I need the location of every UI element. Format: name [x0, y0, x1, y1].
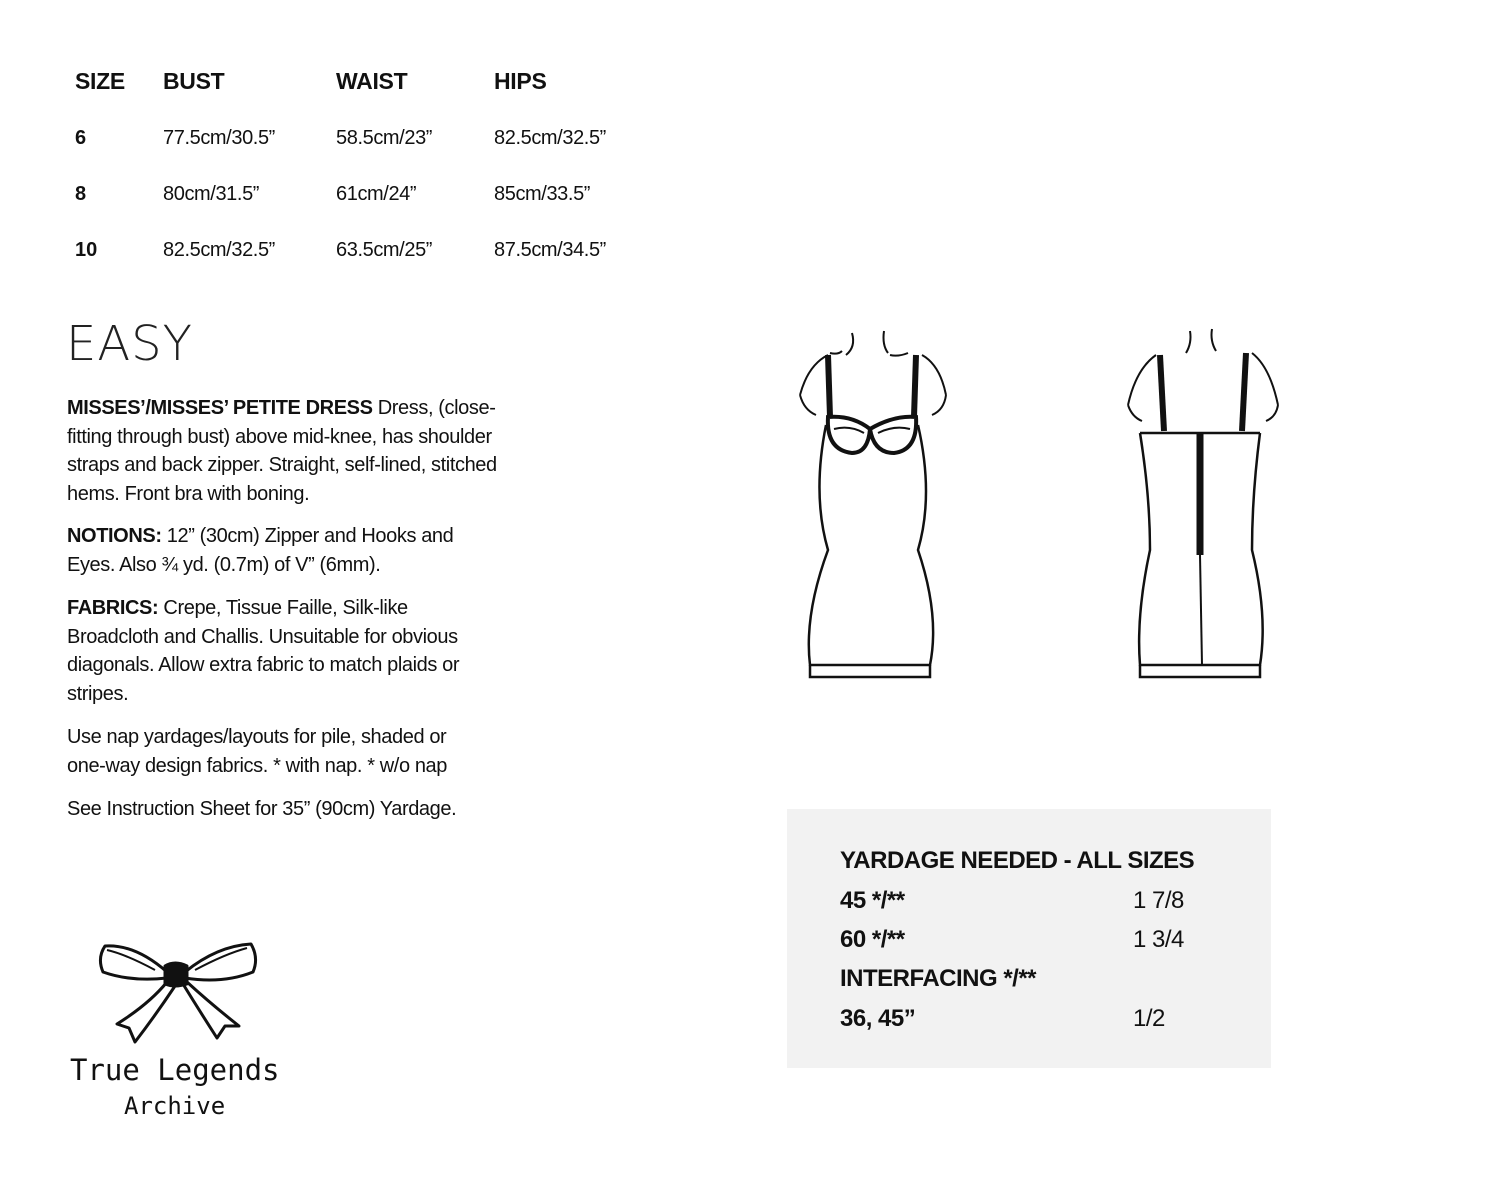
hips-value: 85cm/33.5”	[494, 183, 591, 205]
nap-paragraph: Use nap yardages/layouts for pile, shaded or one-way design fabrics. * with nap. * w/o nap	[67, 726, 447, 777]
bust-value: 82.5cm/32.5”	[163, 239, 275, 261]
brand-subtitle: Archive	[124, 1092, 226, 1120]
notions-paragraph	[67, 522, 497, 579]
hips-value: 87.5cm/34.5”	[494, 239, 606, 261]
fabrics-paragraph	[67, 594, 477, 708]
dress-back-illustration	[1120, 325, 1290, 690]
yardage-row-label: 60 */**	[840, 926, 905, 953]
misses-text: Dress, (close-fitting through bust) above mid-knee, has shoulder straps and back zipper. Straight, self-lined, stitched hems. Front bra with boning.	[67, 397, 497, 505]
fabrics-label: FABRICS:	[67, 597, 159, 619]
yardage-row-label: 45 */**	[840, 887, 905, 914]
yardage-row-label: 36, 45”	[840, 1005, 916, 1032]
dress-front-illustration	[790, 325, 960, 690]
size-value: 8	[75, 183, 87, 205]
waist-value: 63.5cm/25”	[336, 239, 433, 261]
notions-label: NOTIONS:	[67, 525, 162, 547]
yardage-title: YARDAGE NEEDED - ALL SIZES	[840, 847, 1195, 874]
fabrics-text: Crepe, Tissue Faille, Silk-like Broadcloth and Challis. Unsuitable for obvious diagonals. Allow extra fabric to match plaids or stripes.	[67, 597, 460, 705]
size-value: 6	[75, 127, 87, 149]
yardage-row-value: 1/2	[1133, 1005, 1165, 1032]
yardage-row-value: 1 7/8	[1133, 887, 1184, 914]
misses-paragraph	[67, 394, 497, 508]
yardage-row-label: INTERFACING */**	[840, 965, 1037, 992]
hips-value: 82.5cm/32.5”	[494, 127, 606, 149]
bust-header: BUST	[163, 68, 225, 94]
hips-header: HIPS	[494, 68, 547, 94]
bust-value: 80cm/31.5”	[163, 183, 260, 205]
waist-value: 58.5cm/23”	[336, 127, 433, 149]
misses-label: MISSES’/MISSES’ PETITE DRESS	[67, 397, 373, 419]
size-value: 10	[75, 239, 98, 261]
bow-logo-icon	[95, 938, 260, 1048]
instruction-paragraph: See Instruction Sheet for 35” (90cm) Yardage.	[67, 798, 457, 820]
size-header: SIZE	[75, 68, 125, 94]
yardage-row-value: 1 3/4	[1133, 926, 1184, 953]
brand-name: True Legends	[70, 1053, 280, 1087]
waist-header: WAIST	[336, 68, 408, 94]
waist-value: 61cm/24”	[336, 183, 417, 205]
bust-value: 77.5cm/30.5”	[163, 127, 275, 149]
difficulty-label: EASY	[66, 316, 193, 372]
notions-text: 12” (30cm) Zipper and Hooks and Eyes. Also ¾ yd. (0.7m) of V” (6mm).	[67, 525, 454, 576]
